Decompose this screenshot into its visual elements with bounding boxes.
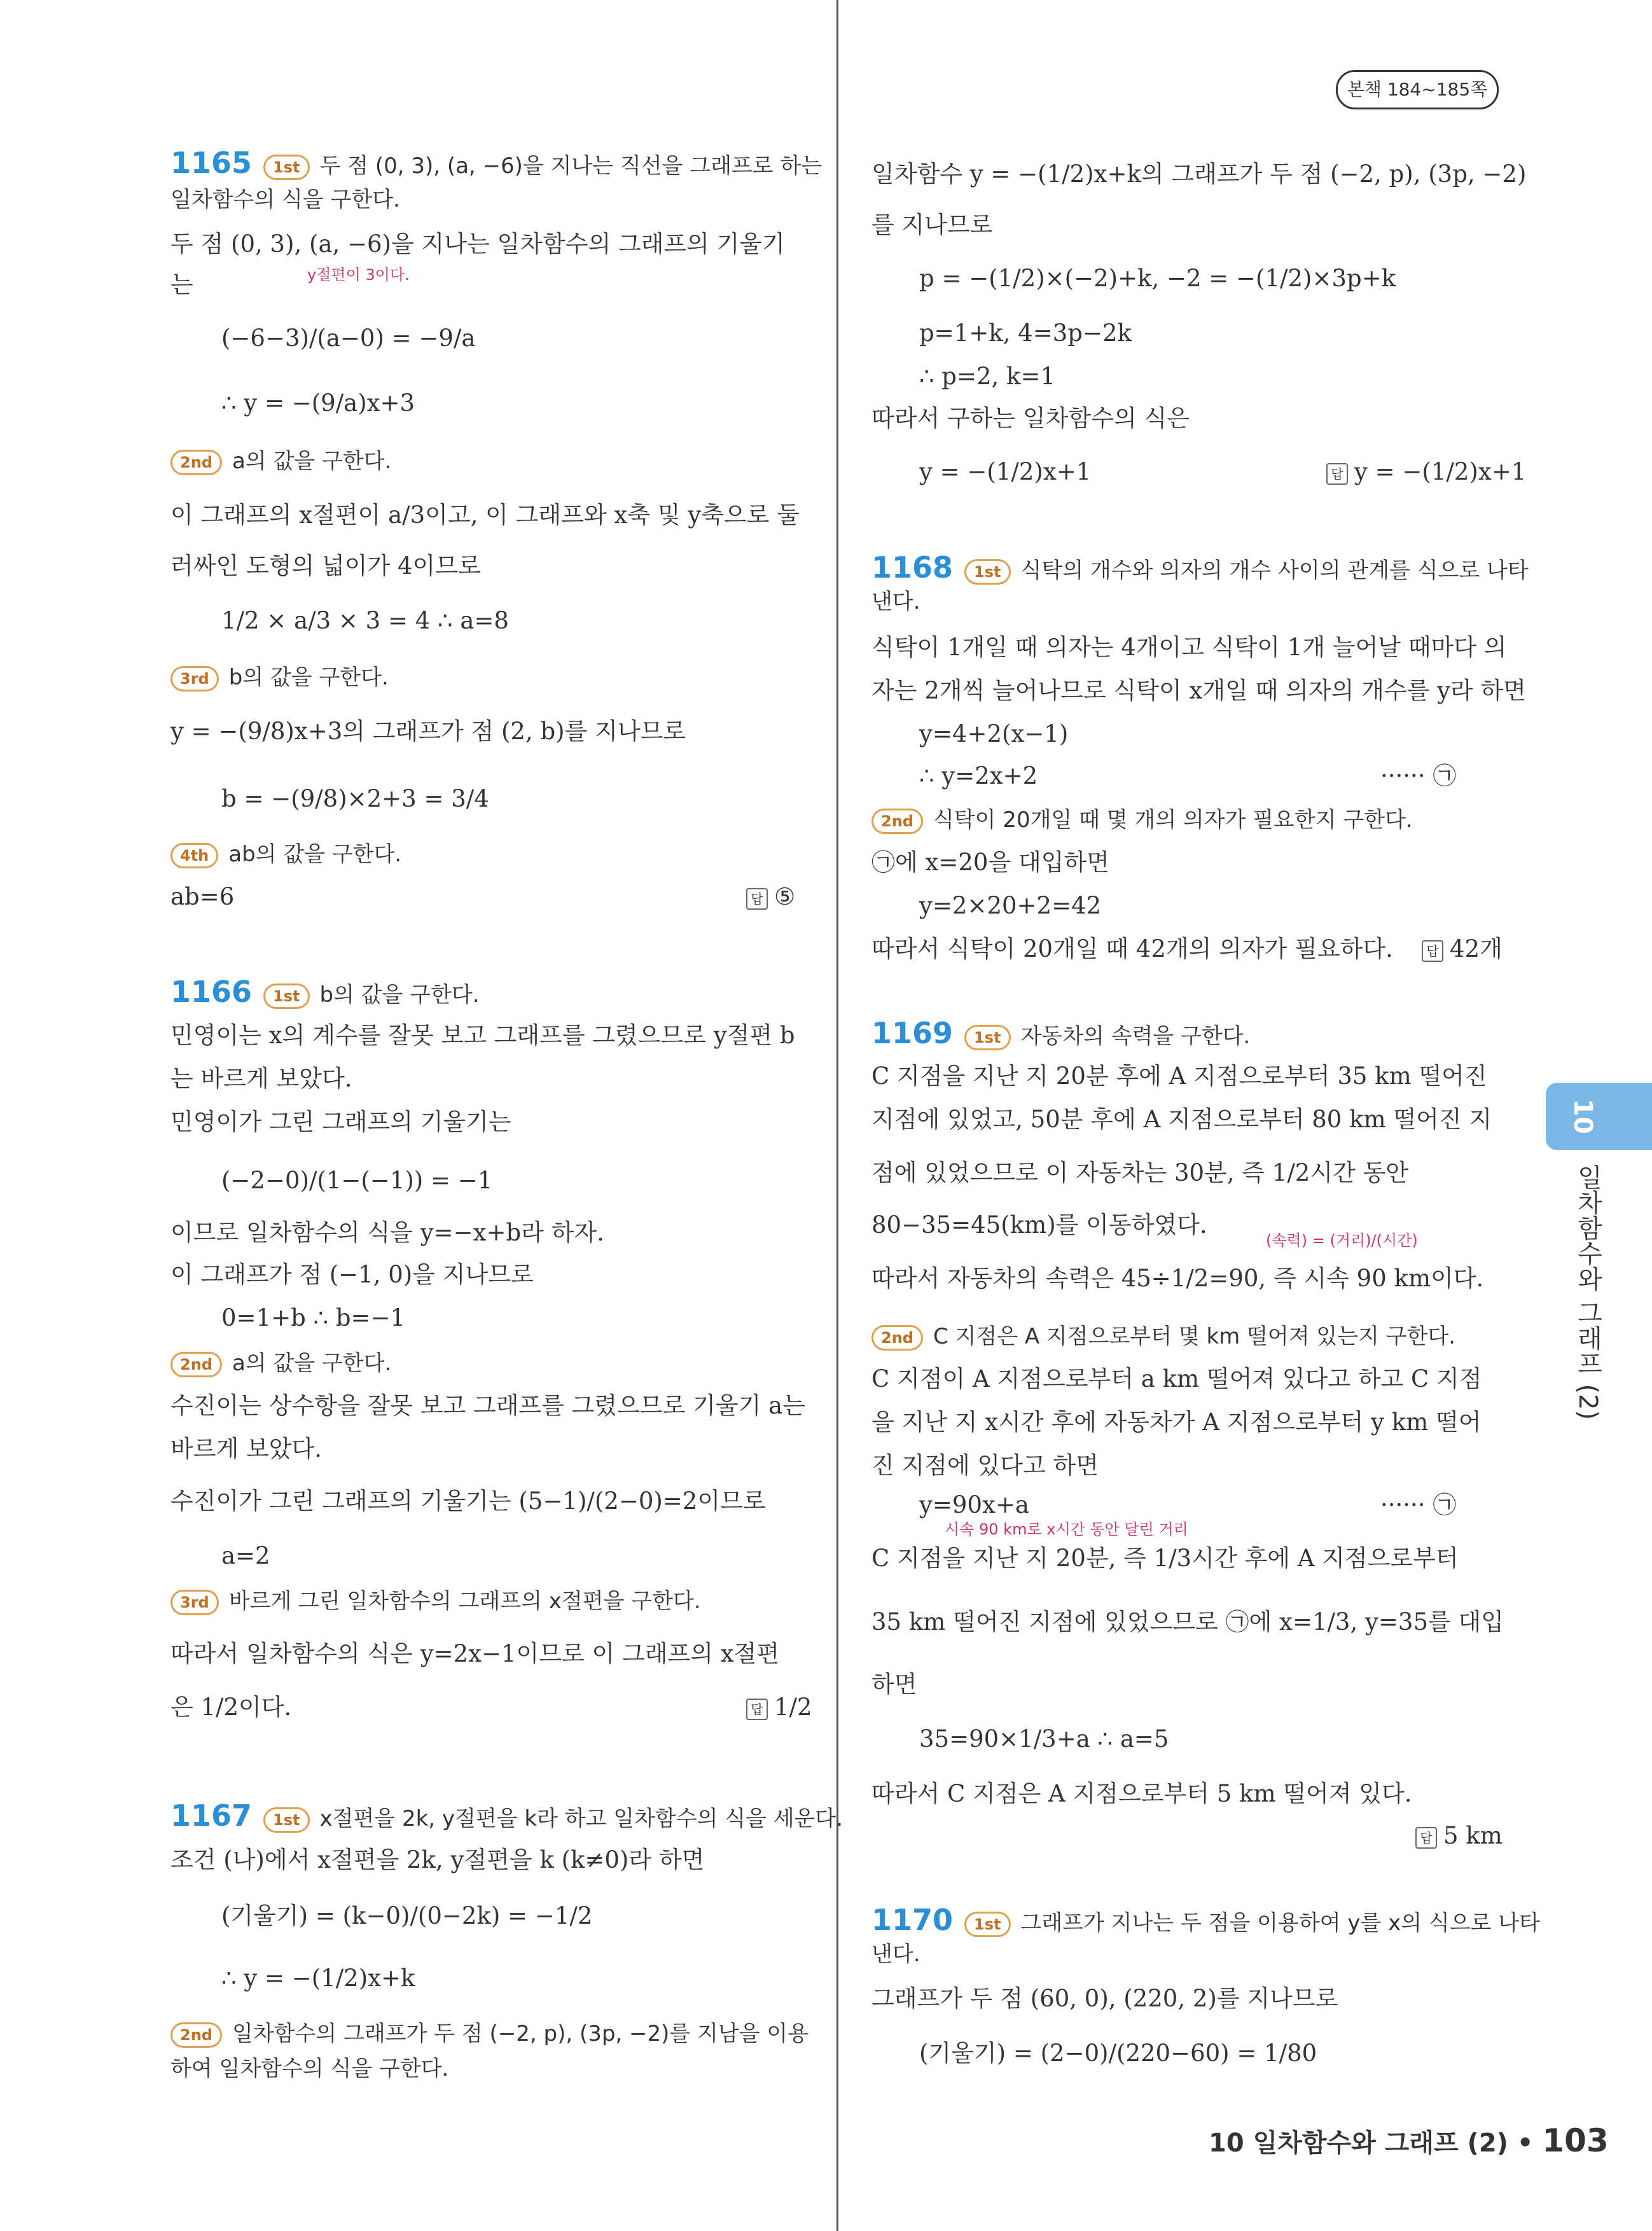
equation: ∴ y = −(9/a)x+3 [221, 389, 415, 417]
body-line: 민영이가 그린 그래프의 기울기는 [170, 1108, 511, 1136]
equation-marker: ······ ㉠ [1380, 762, 1457, 789]
step-badge: 4th [170, 843, 218, 868]
annotation-note: 시속 90 km로 x시간 동안 달린 거리 [945, 1520, 1188, 1538]
body-line: 80−35=45(km)를 이동하였다. [871, 1211, 1207, 1239]
equation: ∴ y=2x+2 [919, 762, 1038, 789]
equation: p = −(1/2)×(−2)+k, −2 = −(1/2)×3p+k [919, 265, 1396, 292]
body-line: 따라서 C 지점은 A 지점으로부터 5 km 떨어져 있다. [871, 1780, 1412, 1807]
side-tab-number: 10 [1567, 1099, 1597, 1134]
step-badge: 1st [263, 983, 309, 1009]
equation: (−2−0)/(1−(−1)) = −1 [221, 1167, 493, 1194]
body-line: 따라서 일차함수의 식은 y=2x−1이므로 이 그래프의 x절편 [170, 1640, 780, 1667]
annotation-note: (속력) = (거리)/(시간) [1266, 1232, 1418, 1249]
body-line: y = −(9/8)x+3의 그래프가 점 (2, b)를 지나므로 [170, 718, 686, 745]
step-text: 두 점 (0, 3), (a, −6)을 지나는 직선을 그래프로 하는 [319, 153, 823, 179]
step-text: b의 값을 구한다. [319, 982, 480, 1008]
body-line: 진 지점에 있다고 하면 [871, 1452, 1099, 1479]
step-text: x절편을 2k, y절편을 k라 하고 일차함수의 식을 세운다. [319, 1806, 843, 1831]
body-line: 따라서 구하는 일차함수의 식은 [871, 405, 1190, 432]
equation: y=2×20+2=42 [919, 892, 1102, 919]
step-text: C 지점은 A 지점으로부터 몇 km 떨어져 있는지 구한다. [933, 1324, 1456, 1349]
step-badge: 2nd [871, 809, 923, 834]
step-badge: 1st [964, 1912, 1010, 1937]
body-line: 조건 (나)에서 x절편을 2k, y절편을 k (k≠0)라 하면 [170, 1846, 705, 1873]
column-divider [836, 0, 838, 2231]
equation: p=1+k, 4=3p−2k [919, 319, 1132, 347]
equation-marker: ······ ㉠ [1380, 1491, 1457, 1519]
equation: 35=90×1/3+a ∴ a=5 [919, 1725, 1169, 1753]
equation: a=2 [221, 1542, 270, 1569]
equation: ab=6 [170, 883, 235, 910]
side-tab [1546, 1083, 1652, 1150]
step-badge: 1st [964, 1025, 1010, 1050]
answer-icon: 답 [746, 888, 768, 910]
body-line: 식탁이 1개일 때 의자는 4개이고 식탁이 1개 늘어날 때마다 의 [871, 634, 1507, 661]
step-text: 낸다. [871, 589, 920, 615]
step-text: 하여 일차함수의 식을 구한다. [170, 2056, 449, 2082]
body-line: 두 점 (0, 3), (a, −6)을 지나는 일차함수의 그래프의 기울기 [170, 230, 785, 258]
step-badge: 3rd [170, 1590, 219, 1615]
equation: 1/2 × a/3 × 3 = 4 ∴ a=8 [221, 607, 509, 634]
equation: b = −(9/8)×2+3 = 3/4 [221, 785, 489, 812]
body-line: 러싸인 도형의 넓이가 4이므로 [170, 552, 481, 580]
answer-value: 42개 [1450, 935, 1503, 963]
step-text: 일차함수의 그래프가 두 점 (−2, p), (3p, −2)를 지남을 이용 [232, 2021, 809, 2047]
body-line: 은 1/2이다. [170, 1693, 292, 1721]
footer-text: 10 일차함수와 그래프 (2) • [1209, 2129, 1534, 2158]
page-footer [1209, 2122, 1609, 2159]
step-badge: 1st [263, 155, 309, 180]
answer [1415, 1821, 1503, 1851]
step-text: 식탁이 20개일 때 몇 개의 의자가 필요한지 구한다. [933, 807, 1413, 833]
answer-icon: 답 [746, 1699, 768, 1720]
equation: (−6−3)/(a−0) = −9/a [221, 324, 476, 352]
step-text: 낸다. [871, 1942, 920, 1967]
problem-number: 1170 [871, 1903, 954, 1937]
answer-value: 1/2 [774, 1693, 812, 1721]
step-text: 바르게 그린 일차함수의 그래프의 x절편을 구한다. [228, 1588, 701, 1614]
step-badge: 2nd [170, 1352, 222, 1377]
step-text: 일차함수의 식을 구한다. [170, 187, 400, 212]
step-badge: 1st [263, 1807, 309, 1833]
body-line: 이 그래프가 점 (−1, 0)을 지나므로 [170, 1261, 534, 1288]
body-line: 민영이는 x의 계수를 잘못 보고 그래프를 그렸으므로 y절편 b [170, 1022, 795, 1049]
body-line: 일차함수 y = −(1/2)x+k의 그래프가 두 점 (−2, p), (3p, −2) [871, 160, 1527, 188]
body-line: 를 지나므로 [871, 211, 993, 239]
body-line: 따라서 자동차의 속력은 45÷1/2=90, 즉 시속 90 km이다. [871, 1265, 1484, 1292]
equation: (기울기) = (k−0)/(0−2k) = −1/2 [221, 1902, 593, 1929]
step-text: 그래프가 지나는 두 점을 이용하여 y를 x의 식으로 나타 [1020, 1910, 1540, 1936]
body-line: 을 지난 지 x시간 후에 자동차가 A 지점으로부터 y km 떨어 [871, 1408, 1482, 1436]
step-badge: 3rd [170, 666, 219, 692]
annotation-note: y절편이 3이다. [307, 266, 410, 284]
step-text: ab의 값을 구한다. [228, 842, 402, 867]
answer-value: 5 km [1443, 1822, 1503, 1849]
body-line: 35 km 떨어진 지점에 있었으므로 ㉠에 x=1/3, y=35를 대입 [871, 1608, 1504, 1636]
side-tab-title: 일차함수와 그래프 (2) [1573, 1164, 1602, 1421]
body-line: 하면 [871, 1671, 917, 1698]
body-line: 자는 2개씩 늘어나므로 식탁이 x개일 때 의자의 개수를 y라 하면 [871, 677, 1526, 704]
body-line: 이므로 일차함수의 식을 y=−x+b라 하자. [170, 1219, 604, 1246]
step-text: b의 값을 구한다. [228, 665, 389, 690]
answer-icon: 답 [1415, 1827, 1437, 1849]
equation: ∴ p=2, k=1 [919, 363, 1056, 390]
page-number: 103 [1542, 2122, 1609, 2159]
body-line: 바르게 보았다. [170, 1435, 322, 1463]
answer [746, 882, 795, 912]
body-line: 이 그래프의 x절편이 a/3이고, 이 그래프와 x축 및 y축으로 둘 [170, 501, 800, 529]
step-badge: 2nd [871, 1325, 923, 1351]
equation: (기울기) = (2−0)/(220−60) = 1/80 [919, 2040, 1317, 2067]
equation: y=90x+a [919, 1491, 1029, 1519]
step-text: 자동차의 속력을 구한다. [1020, 1024, 1251, 1049]
step-text: a의 값을 구한다. [232, 1351, 392, 1376]
body-line: 점에 있었으므로 이 자동차는 30분, 즉 1/2시간 동안 [871, 1159, 1409, 1186]
equation: y=4+2(x−1) [919, 720, 1069, 747]
body-line: 수진이가 그린 그래프의 기울기는 (5−1)/(2−0)=2이므로 [170, 1487, 766, 1515]
answer-icon: 답 [1422, 940, 1443, 962]
answer [746, 1692, 812, 1723]
body-line: 수진이는 상수항을 잘못 보고 그래프를 그렸으므로 기울기 a는 [170, 1392, 805, 1419]
problem-number: 1167 [170, 1798, 253, 1833]
body-line: 그래프가 두 점 (60, 0), (220, 2)를 지나므로 [871, 1985, 1338, 2012]
body-line: 따라서 식탁이 20개일 때 42개의 의자가 필요하다. [871, 935, 1393, 963]
equation: ∴ y = −(1/2)x+k [221, 1964, 415, 1992]
answer-icon: 답 [1326, 463, 1348, 485]
problem-number: 1168 [871, 550, 954, 585]
body-line: C 지점을 지난 지 20분 후에 A 지점으로부터 35 km 떨어진 [871, 1062, 1487, 1090]
answer-value: y = −(1/2)x+1 [1354, 458, 1527, 485]
step-text: 식탁의 개수와 의자의 개수 사이의 관계를 식으로 나타 [1020, 558, 1529, 583]
problem-number: 1169 [871, 1016, 954, 1050]
answer [1422, 934, 1503, 964]
header-tag: 본책 184~185쪽 [1336, 70, 1499, 109]
step-badge: 2nd [170, 450, 222, 475]
step-badge: 1st [964, 559, 1010, 585]
body-line: C 지점이 A 지점으로부터 a km 떨어져 있다고 하고 C 지점 [871, 1365, 1482, 1393]
problem-number: 1166 [170, 975, 253, 1009]
answer-value: ⑤ [774, 883, 796, 910]
problem-number: 1165 [170, 146, 253, 180]
equation: 0=1+b ∴ b=−1 [221, 1304, 406, 1331]
step-1st-line [170, 148, 822, 181]
step-badge: 2nd [170, 2022, 222, 2048]
body-line: ㉠에 x=20을 대입하면 [871, 849, 1109, 876]
equation: y = −(1/2)x+1 [919, 458, 1092, 485]
answer [1326, 457, 1526, 487]
body-line: 는 [170, 271, 193, 298]
step-text: a의 값을 구한다. [232, 448, 392, 474]
body-line: 는 바르게 보았다. [170, 1065, 352, 1092]
body-line: 지점에 있었고, 50분 후에 A 지점으로부터 80 km 떨어진 지 [871, 1106, 1492, 1133]
body-line: C 지점을 지난 지 20분, 즉 1/3시간 후에 A 지점으로부터 [871, 1545, 1459, 1572]
